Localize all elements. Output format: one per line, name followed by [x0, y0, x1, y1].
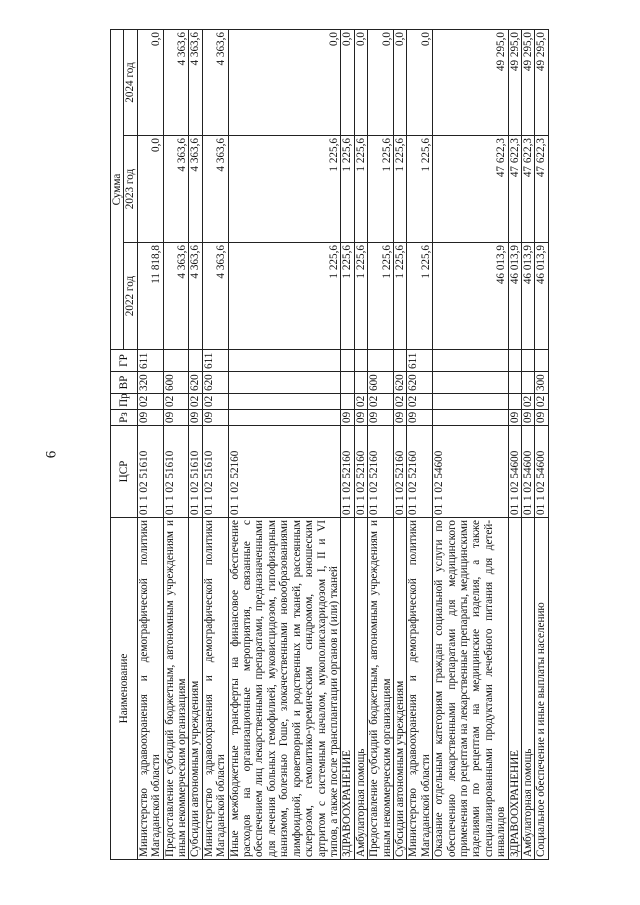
row-gr [354, 350, 367, 372]
row-value-2022: 1 225,6 [354, 243, 367, 350]
row-value-2024: 49 295,0 [522, 29, 535, 135]
row-value-2023: 1 225,6 [368, 136, 394, 243]
row-value-2023: 0,0 [137, 136, 163, 243]
row-name: Министерство здравоохранения и демографической политики Магаданской области [202, 518, 228, 860]
row-rz: 09 [163, 410, 189, 426]
row-name: ЗДРАВООХРАНЕНИЕ [508, 518, 521, 860]
row-vr [508, 372, 521, 394]
row-csr: 01 1 02 52160 [341, 426, 354, 518]
table-row [393, 29, 406, 859]
table-row [341, 29, 354, 859]
row-value-2023: 47 622,3 [433, 136, 508, 243]
row-gr [228, 350, 341, 372]
row-value-2023: 1 225,6 [393, 136, 406, 243]
row-gr [433, 350, 508, 372]
row-csr: 01 1 02 51610 [202, 426, 228, 518]
row-gr [393, 350, 406, 372]
row-value-2022: 1 225,6 [341, 243, 354, 350]
row-pr: 02 [137, 394, 163, 410]
row-vr [433, 372, 508, 394]
row-csr: 01 1 02 54600 [535, 426, 548, 518]
row-vr: 620 [202, 372, 228, 394]
row-value-2023: 47 622,3 [508, 136, 521, 243]
table-row [163, 29, 189, 859]
row-rz: 09 [522, 410, 535, 426]
table-row [354, 29, 367, 859]
row-value-2024: 4 363,6 [202, 29, 228, 135]
row-gr [341, 350, 354, 372]
page-number: 6 [43, 450, 60, 459]
header-vr: ВР [111, 372, 138, 394]
row-value-2023: 47 622,3 [535, 136, 548, 243]
row-value-2024: 0,0 [341, 29, 354, 135]
row-gr: 611 [407, 350, 433, 372]
row-value-2024: 49 295,0 [433, 29, 508, 135]
row-pr: 02 [202, 394, 228, 410]
row-name: Министерство здравоохранения и демографической политики Магаданской области [137, 518, 163, 860]
row-value-2023: 1 225,6 [341, 136, 354, 243]
row-value-2022: 1 225,6 [368, 243, 394, 350]
row-pr [228, 394, 341, 410]
row-value-2023: 4 363,6 [163, 136, 189, 243]
header-pr: Пр [111, 394, 138, 410]
row-vr: 600 [163, 372, 189, 394]
header-gr: ГР [111, 350, 138, 372]
row-csr: 01 1 02 51610 [163, 426, 189, 518]
row-rz: 09 [137, 410, 163, 426]
header-csr: ЦСР [111, 426, 138, 518]
table-row [189, 29, 202, 859]
row-name: Предоставление субсидий бюджетным, автономным учреждениям и иным некоммерческим организациям [163, 518, 189, 860]
row-name: Иные межбюджетные трансферты на финансовое обеспечение расходов на организационные мероприятия, связанные с обеспечением лиц лекарственными препаратами, предназначенными для лечения больных гемофилией, муковисцидозом, гипофизарным нанизмом, болезнью Гоше, злокачественными новообразованиями лимфоидной, кроветворной и родственных им тканей, рассеянным склерозом, гемолитико-уремическим синдромом, юношеским артритом с системным началом, мукополисахаридозом I, II и VI типов, а также после трансплантации органов и (или) тканей [228, 518, 341, 860]
row-pr: 02 [407, 394, 433, 410]
table-body [137, 29, 548, 859]
row-vr: 620 [189, 372, 202, 394]
row-rz: 09 [508, 410, 521, 426]
row-rz: 09 [535, 410, 548, 426]
row-rz: 09 [393, 410, 406, 426]
row-pr [341, 394, 354, 410]
row-csr: 01 1 02 54600 [508, 426, 521, 518]
row-name: Предоставление субсидий бюджетным, автономным учреждениям и иным некоммерческим организациям [368, 518, 394, 860]
row-value-2024: 49 295,0 [508, 29, 521, 135]
row-gr [522, 350, 535, 372]
budget-table [110, 29, 549, 860]
row-rz [433, 410, 508, 426]
row-rz: 09 [202, 410, 228, 426]
row-gr [535, 350, 548, 372]
row-value-2022: 4 363,6 [163, 243, 189, 350]
row-value-2022: 1 225,6 [393, 243, 406, 350]
row-name: Оказание отдельным категориям граждан социальной услуги по обеспечению лекарственными препаратами для медицинского применения по рецептам на лекарственные препараты, медицинскими изделиями по рецептам на медицинские изделия, а также специализированными продуктами лечебного питания для детей-инвалидов [433, 518, 508, 860]
row-name: Социальное обеспечение и иные выплаты населению [535, 518, 548, 860]
row-name: ЗДРАВООХРАНЕНИЕ [341, 518, 354, 860]
row-rz: 09 [354, 410, 367, 426]
row-vr [354, 372, 367, 394]
row-gr: 611 [202, 350, 228, 372]
row-value-2024: 0,0 [228, 29, 341, 135]
row-value-2022: 1 225,6 [228, 243, 341, 350]
row-csr: 01 1 02 52160 [407, 426, 433, 518]
row-csr: 01 1 02 52160 [393, 426, 406, 518]
row-value-2022: 4 363,6 [202, 243, 228, 350]
header-sum: Сумма [111, 29, 124, 349]
row-value-2022: 4 363,6 [189, 243, 202, 350]
table-row [535, 29, 548, 859]
header-2023: 2023 год [124, 136, 137, 243]
row-vr: 300 [535, 372, 548, 394]
row-name: Министерство здравоохранения и демографической политики Магаданской области [407, 518, 433, 860]
row-value-2023: 4 363,6 [189, 136, 202, 243]
table-row [407, 29, 433, 859]
row-pr: 02 [535, 394, 548, 410]
table-row [433, 29, 508, 859]
row-csr: 01 1 02 51610 [137, 426, 163, 518]
row-value-2024: 0,0 [393, 29, 406, 135]
row-pr: 02 [368, 394, 394, 410]
table-row [508, 29, 521, 859]
row-name: Амбулаторная помощь [354, 518, 367, 860]
row-csr: 01 1 02 51610 [189, 426, 202, 518]
row-name: Амбулаторная помощь [522, 518, 535, 860]
table-row [522, 29, 535, 859]
row-value-2024: 49 295,0 [535, 29, 548, 135]
row-name: Субсидии автономным учреждениям [393, 518, 406, 860]
row-value-2024: 0,0 [368, 29, 394, 135]
row-vr: 320 [137, 372, 163, 394]
row-gr: 611 [137, 350, 163, 372]
row-csr: 01 1 02 52160 [354, 426, 367, 518]
row-vr: 600 [368, 372, 394, 394]
row-csr: 01 1 02 52160 [228, 426, 341, 518]
header-name: Наименование [111, 518, 138, 860]
row-value-2023: 47 622,3 [522, 136, 535, 243]
row-vr: 620 [393, 372, 406, 394]
table-row [137, 29, 163, 859]
table-row [228, 29, 341, 859]
row-pr [433, 394, 508, 410]
row-gr [508, 350, 521, 372]
row-pr: 02 [354, 394, 367, 410]
row-value-2024: 0,0 [407, 29, 433, 135]
header-2022: 2022 год [124, 243, 137, 350]
row-value-2024: 4 363,6 [163, 29, 189, 135]
header-rz: Рз [111, 410, 138, 426]
row-csr: 01 1 02 54600 [522, 426, 535, 518]
row-gr [368, 350, 394, 372]
row-vr [341, 372, 354, 394]
row-name: Субсидии автономным учреждениям [189, 518, 202, 860]
row-value-2022: 46 013,9 [508, 243, 521, 350]
row-value-2022: 46 013,9 [522, 243, 535, 350]
row-gr [163, 350, 189, 372]
header-2024: 2024 год [124, 29, 137, 135]
row-csr: 01 1 02 54600 [433, 426, 508, 518]
row-pr [508, 394, 521, 410]
table-row [202, 29, 228, 859]
rotated-page [110, 30, 610, 860]
row-vr: 620 [407, 372, 433, 394]
row-rz [228, 410, 341, 426]
row-pr: 02 [522, 394, 535, 410]
row-value-2024: 0,0 [137, 29, 163, 135]
row-value-2022: 46 013,9 [433, 243, 508, 350]
row-rz: 09 [341, 410, 354, 426]
row-gr [189, 350, 202, 372]
row-vr [522, 372, 535, 394]
row-pr: 02 [189, 394, 202, 410]
row-value-2023: 1 225,6 [228, 136, 341, 243]
row-value-2023: 4 363,6 [202, 136, 228, 243]
row-rz: 09 [407, 410, 433, 426]
row-rz: 09 [189, 410, 202, 426]
row-pr: 02 [393, 394, 406, 410]
row-value-2022: 1 225,6 [407, 243, 433, 350]
row-value-2024: 4 363,6 [189, 29, 202, 135]
row-pr: 02 [163, 394, 189, 410]
row-vr [228, 372, 341, 394]
row-value-2022: 46 013,9 [535, 243, 548, 350]
row-csr: 01 1 02 52160 [368, 426, 394, 518]
table-row [368, 29, 394, 859]
row-value-2023: 1 225,6 [354, 136, 367, 243]
row-value-2023: 1 225,6 [407, 136, 433, 243]
row-value-2022: 11 818,8 [137, 243, 163, 350]
row-value-2024: 0,0 [354, 29, 367, 135]
row-rz: 09 [368, 410, 394, 426]
